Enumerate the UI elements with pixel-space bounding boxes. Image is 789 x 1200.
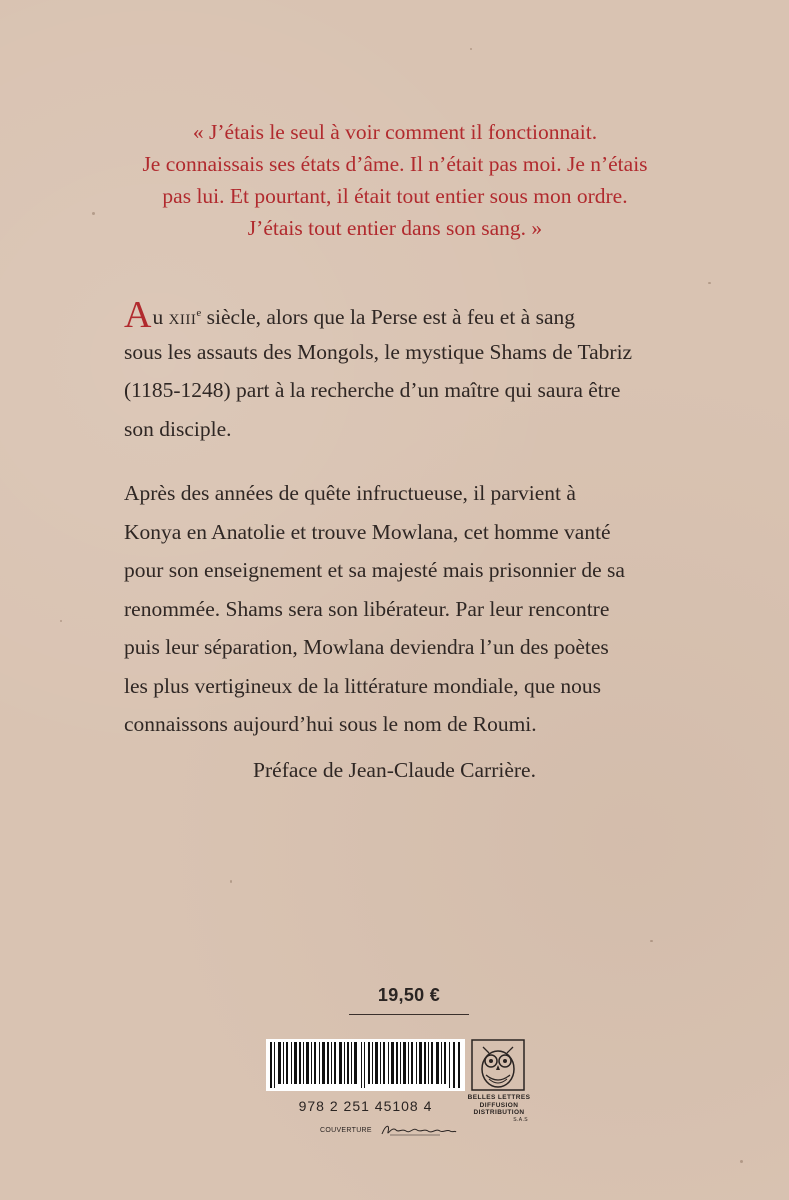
quote-line: « J’étais le seul à voir comment il fonctionnait. bbox=[192, 120, 598, 144]
cover-credit-label: COUVERTURE bbox=[320, 1127, 372, 1134]
paper-speck bbox=[60, 620, 62, 622]
blurb-line: les plus vertigineux de la littérature mondiale, que nous bbox=[124, 673, 602, 698]
blurb-line: Konya en Anatolie et trouve Mowlana, cet homme vanté bbox=[124, 519, 611, 544]
quote-line: Je connaissais ses états d’âme. Il n’était pas moi. Je n’étais bbox=[142, 152, 648, 176]
publisher-name bbox=[466, 1094, 532, 1124]
barcode-bars bbox=[270, 1042, 461, 1088]
price-underline bbox=[349, 1014, 469, 1015]
blurb bbox=[124, 294, 694, 744]
publisher-line-3: DISTRIBUTION bbox=[473, 1109, 525, 1116]
blurb-line: connaissons aujourd’hui sous le nom de Roumi. bbox=[124, 712, 537, 736]
quote-line: pas lui. Et pourtant, il était tout entier sous mon ordre. bbox=[162, 184, 628, 208]
epigraph-quote bbox=[100, 116, 690, 244]
blurb-line: son disciple. bbox=[124, 416, 232, 441]
blurb-line: (1185-1248) part à la recherche d’un maître qui saura être bbox=[124, 378, 621, 402]
isbn-number: 978 2 251 45108 4 bbox=[298, 1098, 433, 1114]
paper-speck bbox=[740, 1160, 743, 1163]
publisher-line-2: DIFFUSION bbox=[479, 1101, 519, 1109]
blurb-line: renommée. Shams sera son libérateur. Par leur rencontre bbox=[124, 596, 610, 621]
paper-speck bbox=[470, 48, 472, 50]
drop-cap: A bbox=[124, 294, 152, 336]
barcode bbox=[266, 1039, 465, 1091]
paper-speck bbox=[650, 940, 653, 942]
paper-speck bbox=[230, 880, 232, 883]
century-superscript: e bbox=[196, 307, 202, 319]
blurb-first-line bbox=[124, 294, 694, 336]
price: 19,50 € bbox=[377, 985, 441, 1005]
owl-logo-icon bbox=[471, 1039, 525, 1091]
blurb-line: puis leur séparation, Mowlana deviendra l’un des poètes bbox=[124, 635, 609, 659]
blurb-line: pour son enseignement et sa majesté mais prisonnier de sa bbox=[124, 558, 625, 582]
blurb-line: sous les assauts des Mongols, le mystique Shams de Tabriz bbox=[124, 339, 633, 364]
publisher-line-1: BELLES LETTRES bbox=[467, 1094, 531, 1101]
designer-signature bbox=[380, 1122, 458, 1138]
first-line-rest: siècle, alors que la Perse est à feu et à sang bbox=[206, 305, 576, 329]
preface-credit: Préface de Jean-Claude Carrière. bbox=[253, 758, 536, 782]
paper-speck bbox=[92, 212, 95, 215]
blurb-line: Après des années de quête infructueuse, il parvient à bbox=[124, 481, 576, 505]
price-block bbox=[349, 985, 469, 1015]
quote-line: J’étais tout entier dans son sang. » bbox=[247, 216, 543, 240]
blurb-paragraph-2 bbox=[124, 474, 694, 744]
paper-speck bbox=[708, 282, 711, 284]
first-word-rest: u bbox=[152, 305, 164, 329]
century-numeral: XIII bbox=[168, 312, 197, 328]
publisher-line-4: S.A.S bbox=[513, 1116, 528, 1123]
